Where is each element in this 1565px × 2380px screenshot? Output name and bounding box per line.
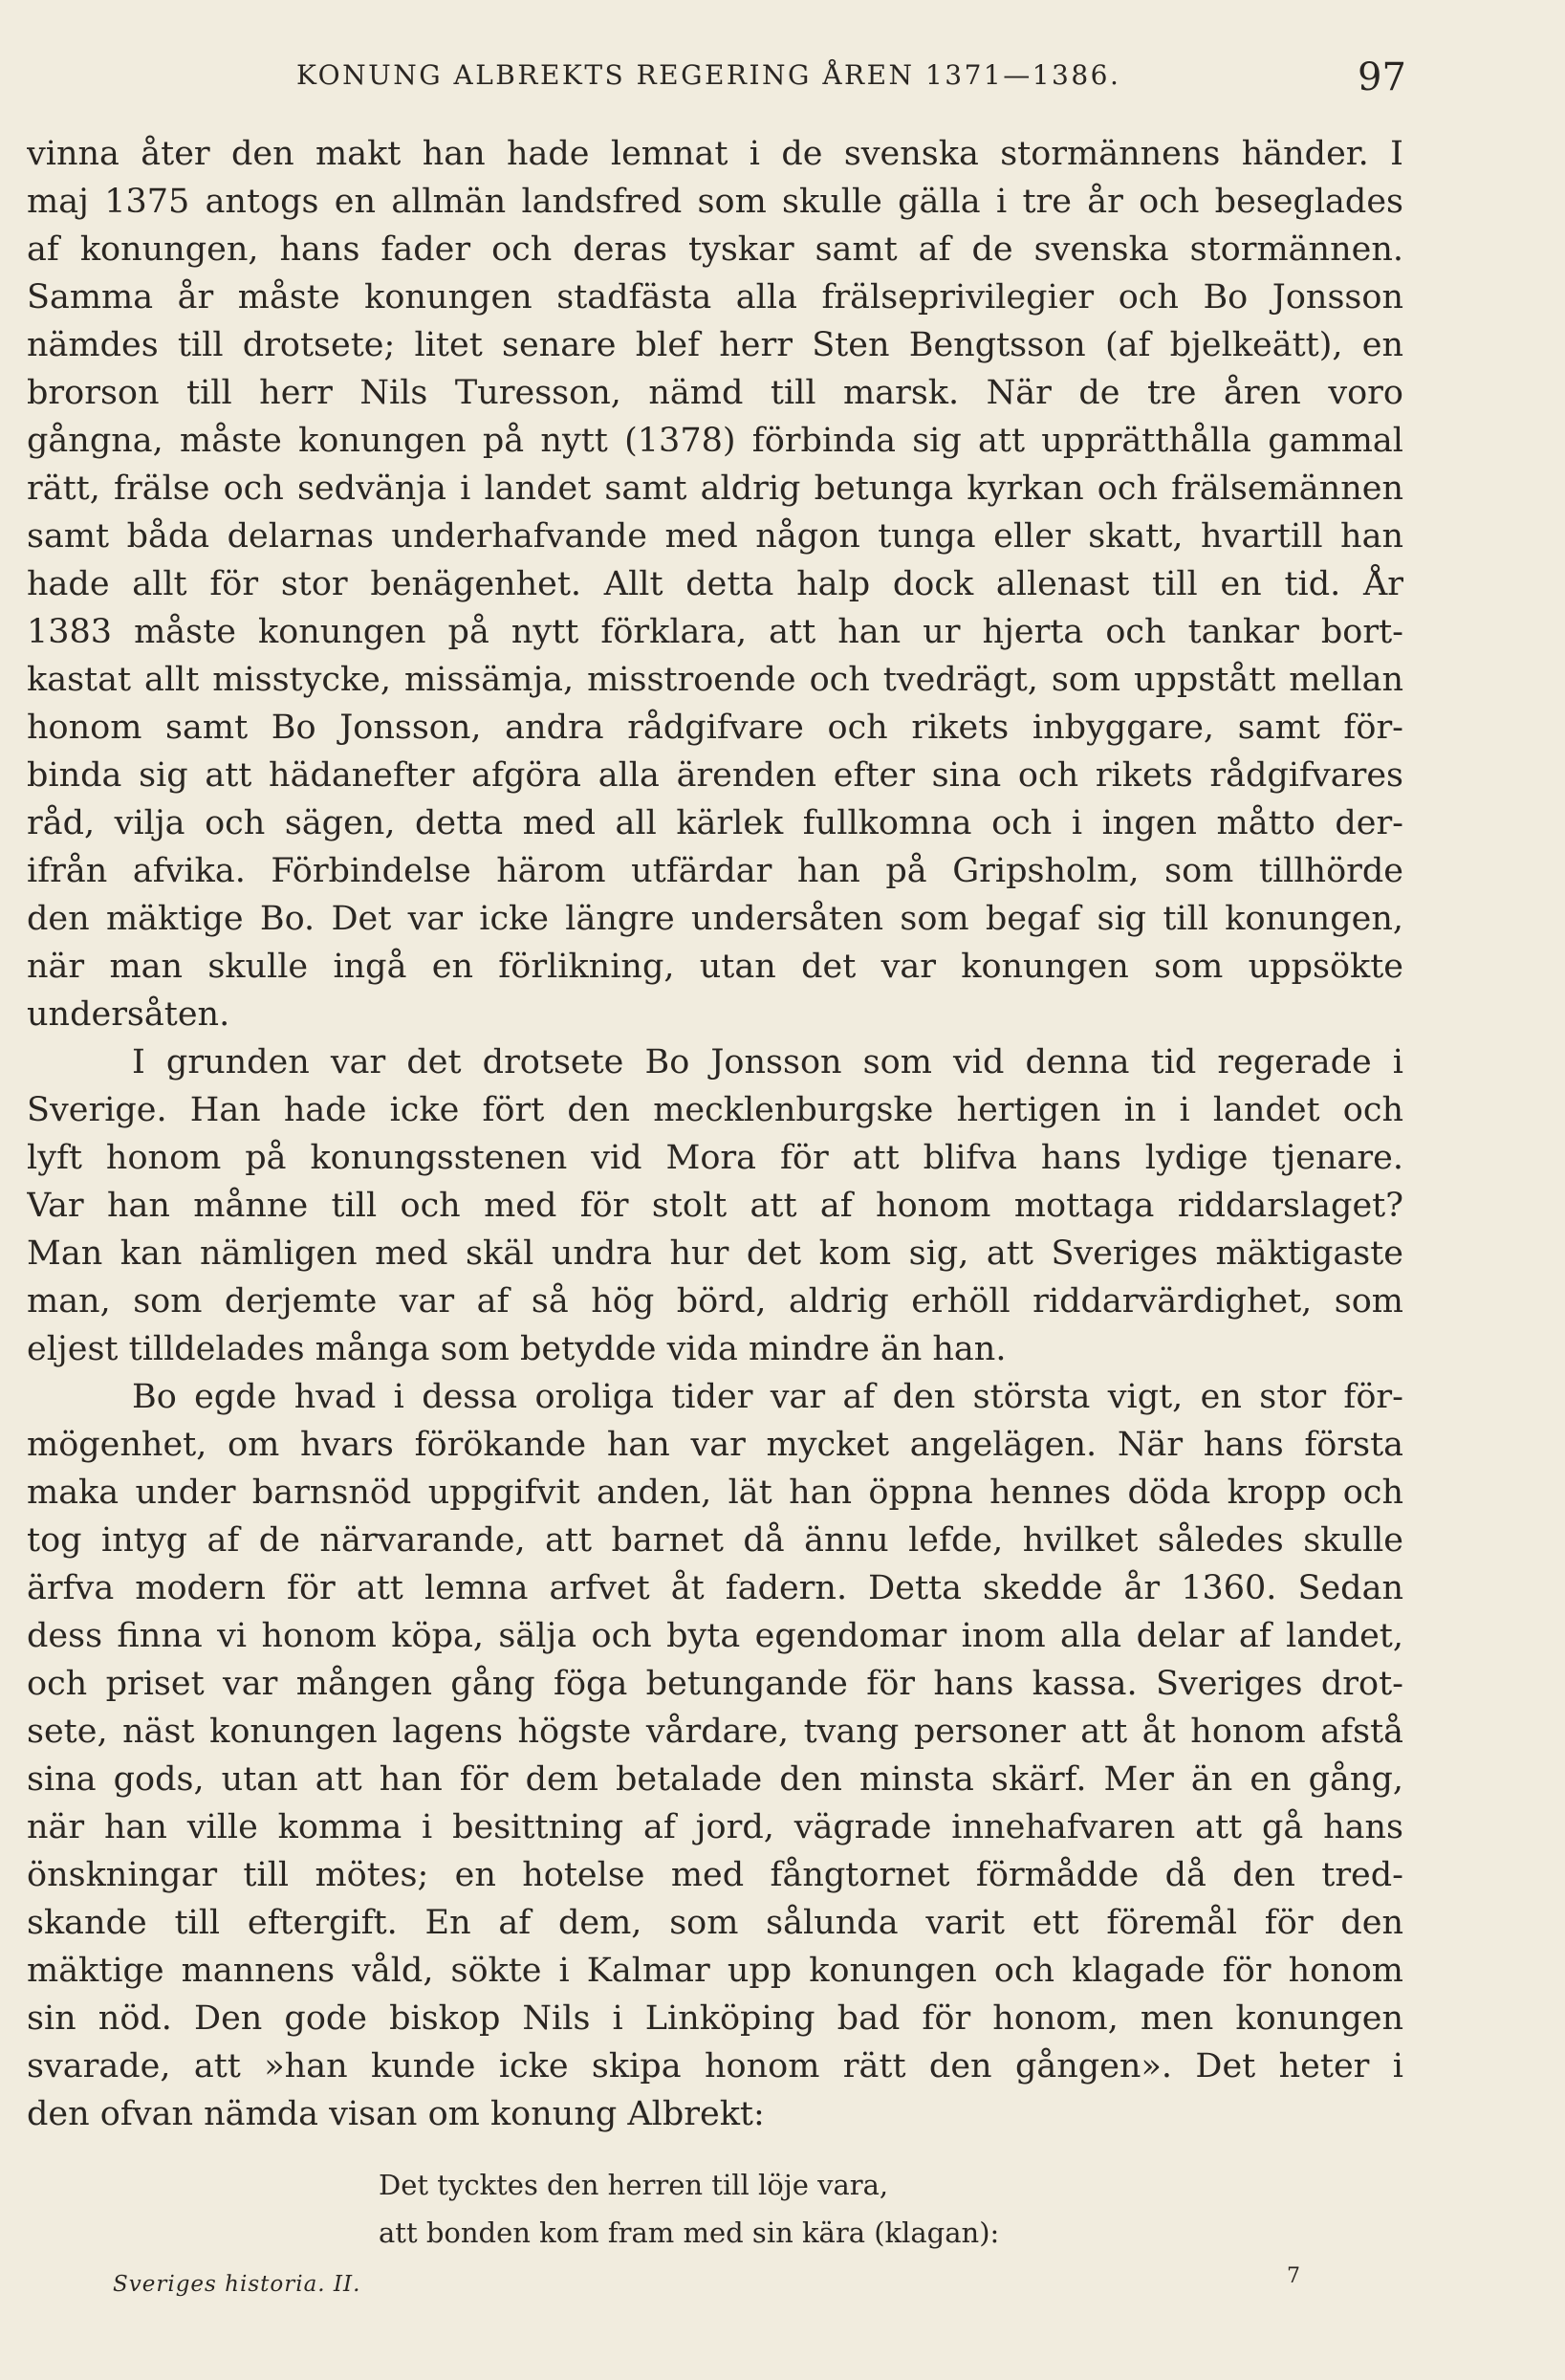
text-line: mögenhet, om hvars förökande han var mycket angelägen. När hans första — [27, 1426, 1403, 1464]
running-title: KONUNG ALBREKTS REGERING ÅREN 1371—1386. — [296, 59, 1121, 91]
text-line: rätt, frälse och sedvänja i landet samt aldrig betunga kyrkan och frälsemännen — [27, 469, 1403, 508]
paragraph-start-line: Bo egde hvad i dessa oroliga tider var af den största vigt, en stor för- — [132, 1378, 1403, 1416]
text-line: samt båda delarnas underhafvande med någon tunga eller skatt, hvartill han — [27, 517, 1403, 556]
text-line: och priset var mången gång föga betungande för hans kassa. Sveriges drot- — [27, 1665, 1403, 1703]
text-line: ärfva modern för att lemna arfvet åt fadern. Detta skedde år 1360. Sedan — [27, 1569, 1403, 1607]
paragraph-start-line: I grunden var det drotsete Bo Jonsson som vid denna tid regerade i — [132, 1043, 1403, 1081]
text-line: man, som derjemte var af så hög börd, aldrig erhöll riddarvärdighet, som — [27, 1282, 1403, 1321]
text-line: nämdes till drotsete; litet senare blef herr Sten Bengtsson (af bjelkeätt), en — [27, 326, 1403, 364]
verse-line: att bonden kom fram med sin kära (klagan): — [379, 2216, 1000, 2249]
text-line: af konungen, hans fader och deras tyskar samt af de svenska stormännen. — [27, 230, 1403, 269]
text-line: lyft honom på konungsstenen vid Mora för att blifva hans lydige tjenare. — [27, 1139, 1403, 1177]
text-line: honom samt Bo Jonsson, andra rådgifvare och rikets inbyggare, samt för- — [27, 709, 1403, 747]
text-line: den ofvan nämda visan om konung Albrekt: — [27, 2095, 765, 2133]
text-line: binda sig att hädanefter afgöra alla ärenden efter sina och rikets rådgifvares — [27, 756, 1403, 795]
text-line: 1383 måste konungen på nytt förklara, att han ur hjerta och tankar bort- — [27, 613, 1403, 651]
text-line: undersåten. — [27, 995, 230, 1034]
verse-line: Det tycktes den herren till löje vara, — [379, 2169, 889, 2201]
text-line: sete, näst konungen lagens högste vårdare, tvang personer att åt honom afstå — [27, 1713, 1403, 1751]
text-line: tog intyg af de närvarande, att barnet då ännu lefde, hvilket således skulle — [27, 1521, 1403, 1560]
text-line: den mäktige Bo. Det var icke längre undersåten som begaf sig till konungen, — [27, 900, 1403, 938]
signature-mark: Sveriges historia. II. — [113, 2272, 361, 2297]
text-line: sina gods, utan att han för dem betalade den minsta skärf. Mer än en gång, — [27, 1760, 1403, 1799]
text-line: önskningar till mötes; en hotelse med fångtornet förmådde då den tred- — [27, 1856, 1403, 1894]
text-line: maka under barnsnöd uppgifvit anden, lät han öppna hennes döda kropp och — [27, 1474, 1403, 1512]
text-line: sin nöd. Den gode biskop Nils i Linköping bad för honom, men konungen — [27, 1999, 1403, 2038]
page-footer — [0, 2264, 1565, 2303]
text-line: gångna, måste konungen på nytt (1378) förbinda sig att upprätthålla gammal — [27, 422, 1403, 460]
text-line: kastat allt misstycke, missämja, misstroende och tvedrägt, som uppstått mellan — [27, 661, 1403, 699]
text-line: svarade, att »han kunde icke skipa honom rätt den gången». Det heter i — [27, 2047, 1403, 2085]
verse-quote — [379, 2161, 999, 2257]
text-line: skande till eftergift. En af dem, som sålunda varit ett föremål för den — [27, 1904, 1403, 1942]
text-line: råd, vilja och sägen, detta med all kärlek fullkomna och i ingen måtto der- — [27, 804, 1403, 842]
text-line: Man kan nämligen med skäl undra hur det kom sig, att Sveriges mäktigaste — [27, 1234, 1403, 1273]
sheet-number: 7 — [1287, 2264, 1300, 2288]
text-line: Var han månne till och med för stolt att af honom mottaga riddarslaget? — [27, 1187, 1403, 1225]
text-line: dess finna vi honom köpa, sälja och byta egendomar inom alla delar af landet, — [27, 1617, 1403, 1655]
text-line: när han ville komma i besittning af jord, vägrade innehafvaren att gå hans — [27, 1808, 1403, 1846]
text-line: mäktige mannens våld, sökte i Kalmar upp konungen och klagade för honom — [27, 1952, 1403, 1990]
body-text — [27, 130, 1403, 2138]
text-line: brorson till herr Nils Turesson, nämd till marsk. När de tre åren voro — [27, 374, 1403, 412]
text-line: när man skulle ingå en förlikning, utan det var konungen som uppsökte — [27, 948, 1403, 986]
page-number: 97 — [1358, 55, 1406, 99]
text-line: ifrån afvika. Förbindelse härom utfärdar han på Gripsholm, som tillhörde — [27, 852, 1403, 890]
text-line: hade allt för stor benägenhet. Allt detta halp dock allenast till en tid. År — [27, 565, 1403, 603]
text-line: maj 1375 antogs en allmän landsfred som skulle gälla i tre år och beseglades — [27, 183, 1403, 221]
page-header — [0, 55, 1565, 103]
text-line: eljest tilldelades många som betydde vida mindre än han. — [27, 1330, 1007, 1368]
text-line: Samma år måste konungen stadfästa alla frälseprivilegier och Bo Jonsson — [27, 278, 1403, 317]
text-line: vinna åter den makt han hade lemnat i de svenska stormännens händer. I — [27, 135, 1403, 173]
text-line: Sverige. Han hade icke fört den mecklenburgske hertigen in i landet och — [27, 1091, 1403, 1129]
